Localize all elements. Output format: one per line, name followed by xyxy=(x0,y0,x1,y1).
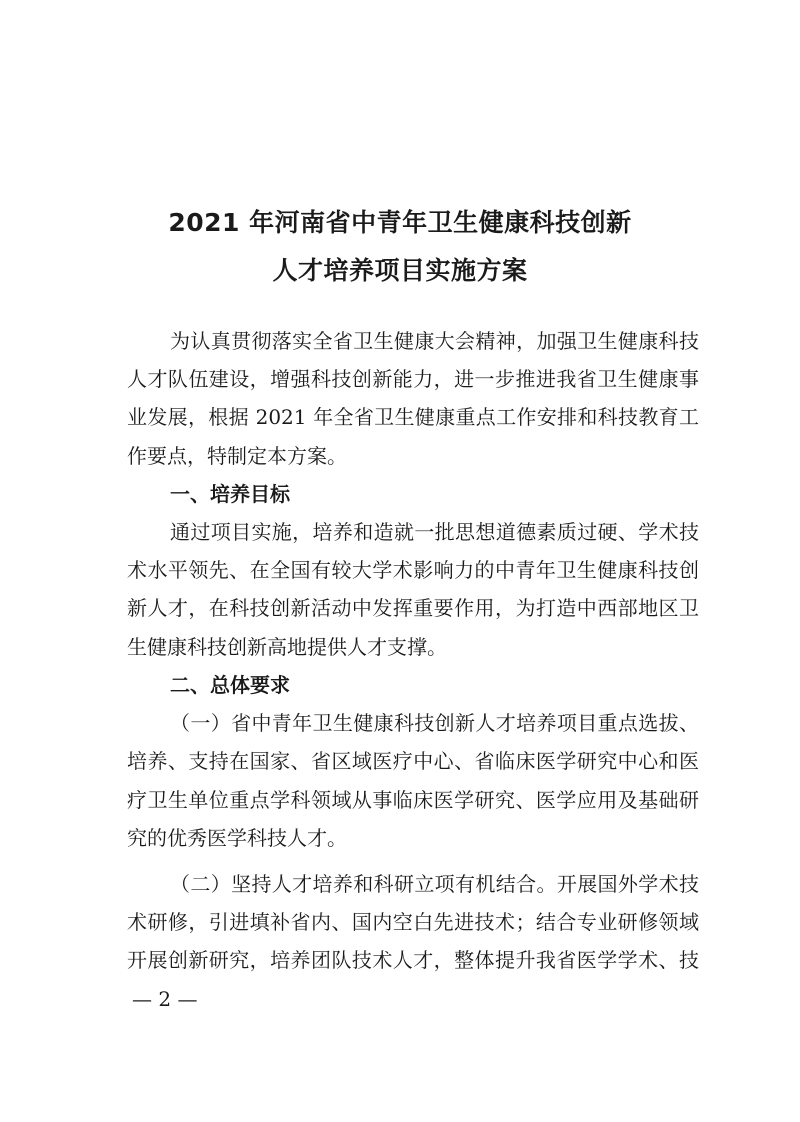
text-line: 新人才，在科技创新活动中发挥重要作用，为打造中西部地区卫 xyxy=(127,596,699,620)
document-title-line-2: 人才培养项目实施方案 xyxy=(272,256,528,285)
page-number: — 2 — xyxy=(132,987,198,1011)
text-line: 生健康科技创新高地提供人才支撑。 xyxy=(127,635,447,659)
text-line: 术水平领先、在全国有较大学术影响力的中青年卫生健康科技创 xyxy=(127,558,699,582)
text-line: 人才队伍建设，增强科技创新能力，进一步推进我省卫生健康事 xyxy=(127,367,699,391)
document-title-line-1: 2021 年河南省中青年卫生健康科技创新 xyxy=(168,208,632,237)
text-line: 业发展，根据 2021 年全省卫生健康重点工作安排和科技教育工 xyxy=(127,405,699,429)
text-line: 作要点，特制定本方案。 xyxy=(127,444,347,468)
text-line: 培养、支持在国家、省区域医疗中心、省临床医学研究中心和医 xyxy=(127,749,699,773)
text-line: 开展创新研究，培养团队技术人才，整体提升我省医学学术、技 xyxy=(127,948,699,972)
text-line: （二）坚持人才培养和科研立项有机结合。开展国外学术技 xyxy=(170,872,699,896)
text-line: 究的优秀医学科技人才。 xyxy=(127,826,347,850)
text-line: 通过项目实施，培养和造就一批思想道德素质过硬、学术技 xyxy=(170,520,699,544)
section-heading-goals: 一、培养目标 xyxy=(170,482,290,506)
text-line: 术研修，引进填补省内、国内空白先进技术；结合专业研修领域 xyxy=(127,910,699,934)
text-line: 为认真贯彻落实全省卫生健康大会精神，加强卫生健康科技 xyxy=(170,329,699,353)
section-heading-requirements: 二、总体要求 xyxy=(170,673,290,697)
text-line: （一）省中青年卫生健康科技创新人才培养项目重点选拔、 xyxy=(170,711,699,735)
text-line: 疗卫生单位重点学科领域从事临床医学研究、医学应用及基础研 xyxy=(127,788,699,812)
